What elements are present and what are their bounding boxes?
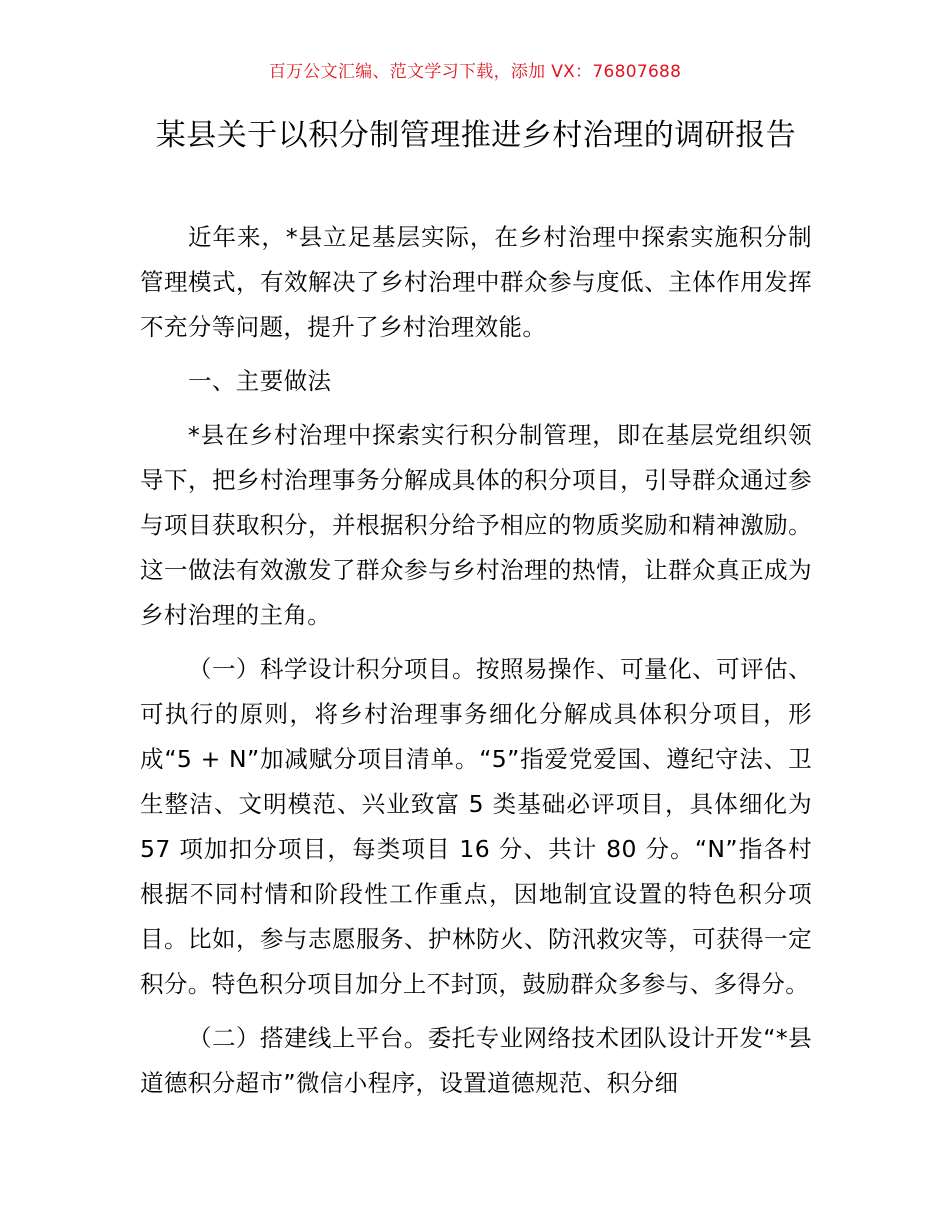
section-heading: 一、主要做法: [188, 367, 332, 395]
body-paragraph: *县在乡村治理中探索实行积分制管理，即在基层党组织领导下，把乡村治理事务分解成具体的积分项目，引导群众通过参与项目获取积分，并根据积分给予相应的物质奖励和精神激励。这一做法有效激发了群众参与乡村治理的热情，让群众真正成为乡村治理的主角。: [140, 421, 812, 629]
watermark-banner: 百万公文汇编、范文学习下载，添加 VX：76807688: [268, 62, 682, 82]
intro-paragraph: 近年来，*县立足基层实际，在乡村治理中探索实施积分制管理模式，有效解决了乡村治理中群众参与度低、主体作用发挥不充分等问题，提升了乡村治理效能。: [140, 223, 812, 341]
body-paragraph: （二）搭建线上平台。委托专业网络技术团队设计开发“*县道德积分超市”微信小程序，设置道德规范、积分细: [140, 1024, 812, 1097]
body-paragraph: （一）科学设计积分项目。按照易操作、可量化、可评估、可执行的原则，将乡村治理事务细化分解成具体积分项目，形成“5 + N”加减赋分项目清单。“5”指爱党爱国、遵纪守法、卫生整洁、文明模范、兴业致富 5 类基础必评项目，具体细化为 57 项加扣分项目，每类项目 16 分、共计 80 分。“N”指各村根据不同村情和阶段性工作重点，因地制宜设置的特色积分项目。比如，参与志愿服务、护林防火、防汛救灾等，可获得一定积分。特色积分项目加分上不封顶，鼓励群众多参与、多得分。: [140, 655, 812, 998]
document-body: [140, 215, 812, 1115]
document-title: 某县关于以积分制管理推进乡村治理的调研报告: [155, 118, 797, 153]
